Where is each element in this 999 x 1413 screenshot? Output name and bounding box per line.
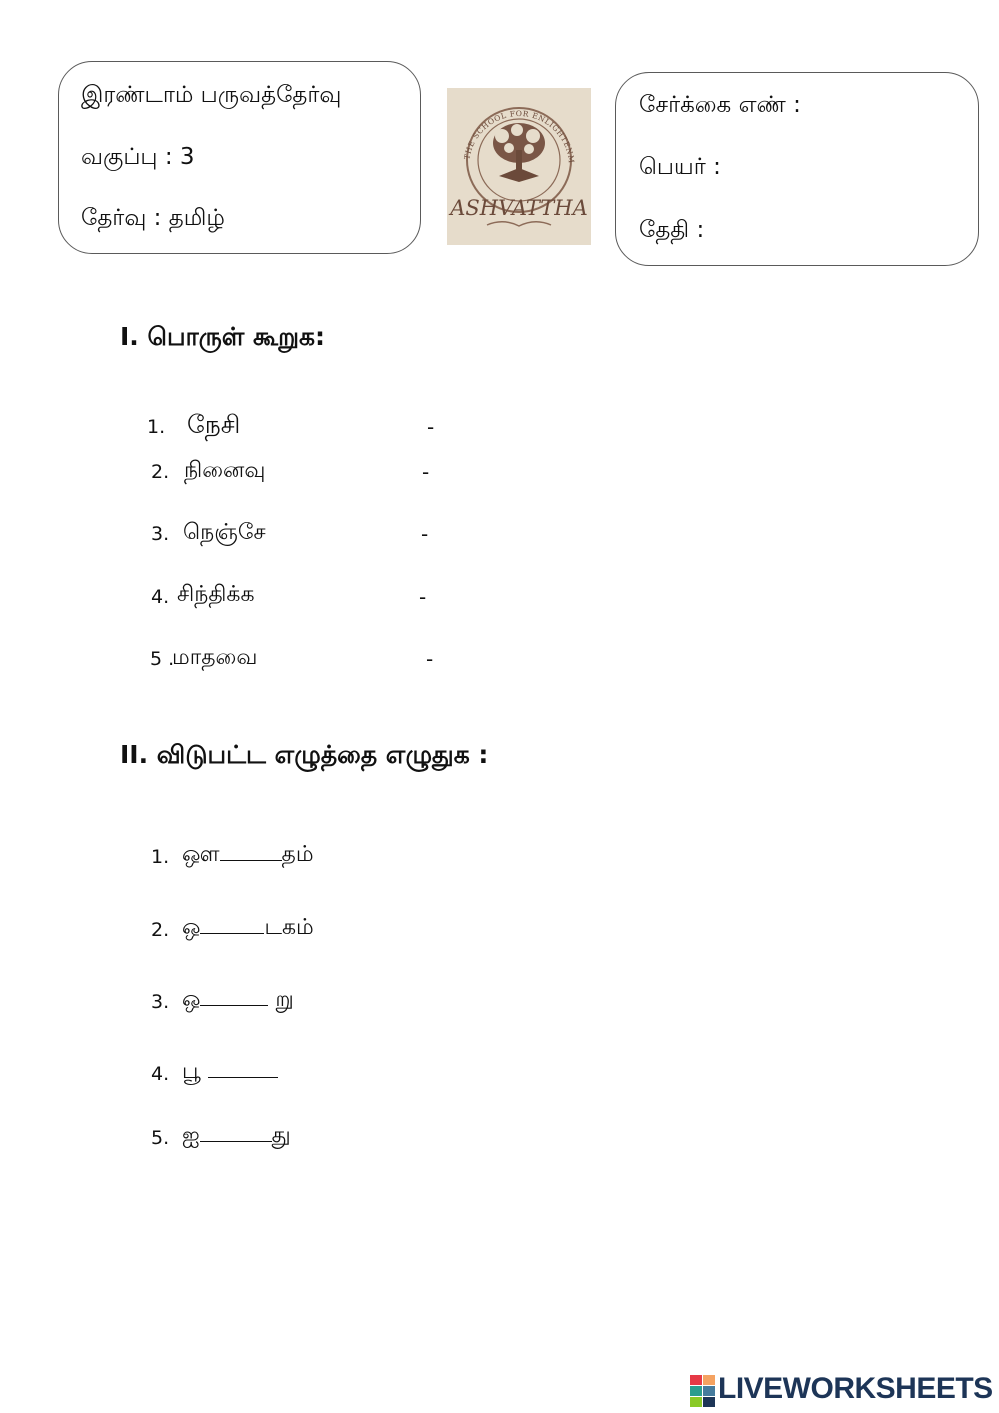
section2-title: II. விடுபட்ட எழுத்தை எழுதுக : xyxy=(120,740,489,769)
item-prefix: பூ xyxy=(182,1059,208,1084)
fill-blank-item xyxy=(182,842,314,870)
item-number: 3. xyxy=(151,991,170,1013)
blank-line xyxy=(208,1059,278,1078)
fill-blank-item xyxy=(182,1059,278,1087)
item-number: 5 . xyxy=(150,648,175,670)
item-prefix: ஒ xyxy=(182,915,201,940)
subject-label: தேர்வு : தமிழ் xyxy=(81,205,225,231)
fill-blank-item xyxy=(182,915,314,943)
flourish-icon xyxy=(487,222,551,226)
item-word: நேசி xyxy=(187,410,241,439)
blank-line xyxy=(220,842,282,861)
school-logo xyxy=(447,88,591,245)
logo-arc-text: THE SCHOOL FOR ENLIGHTENM xyxy=(462,108,577,164)
class-label: வகுப்பு : 3 xyxy=(81,144,195,170)
item-dash: - xyxy=(421,522,429,546)
logo-name: ASHVATTHA xyxy=(450,196,588,220)
item-dash: - xyxy=(427,415,435,439)
name-label: பெயர் : xyxy=(639,154,721,180)
item-number: 4. xyxy=(151,1063,170,1085)
item-number: 1. xyxy=(151,846,170,868)
fill-blank-item xyxy=(182,1123,291,1151)
item-number: 2. xyxy=(151,461,170,483)
item-prefix: ஒ xyxy=(182,987,201,1012)
blank-line xyxy=(200,915,264,934)
item-word: சிந்திக்க xyxy=(177,582,255,607)
item-word: மாதவை xyxy=(172,645,258,670)
item-number: 4. xyxy=(151,586,170,608)
item-suffix: தம் xyxy=(281,842,314,867)
brand-text: LIVEWORKSHEETS xyxy=(718,1372,993,1405)
item-number: 5. xyxy=(151,1127,170,1149)
fill-blank-item xyxy=(182,987,294,1015)
item-number: 1. xyxy=(147,416,166,438)
date-label: தேதி : xyxy=(639,217,705,243)
blank-line xyxy=(200,1123,272,1142)
admission-number-label: சேர்க்கை எண் : xyxy=(639,92,801,118)
exam-term-label: இரண்டாம் பருவத்தேர்வு xyxy=(81,82,342,108)
item-suffix: டகம் xyxy=(264,915,314,940)
item-word: நெஞ்சே xyxy=(183,520,266,545)
item-prefix: ஐ xyxy=(182,1123,200,1148)
item-suffix: று xyxy=(268,987,294,1012)
item-dash: - xyxy=(426,647,434,671)
blank-line xyxy=(200,987,268,1006)
item-prefix: ஔ xyxy=(182,842,220,867)
liveworksheets-logo-icon xyxy=(690,1375,716,1409)
student-info-box xyxy=(615,72,979,266)
item-dash: - xyxy=(419,585,427,609)
item-number: 2. xyxy=(151,919,170,941)
tree-icon xyxy=(493,123,545,182)
item-word: நினைவு xyxy=(184,458,266,483)
section1-title: I. பொருள் கூறுக: xyxy=(120,322,326,351)
item-number: 3. xyxy=(151,523,170,545)
exam-info-box xyxy=(58,61,421,254)
item-suffix: து xyxy=(271,1123,291,1148)
item-dash: - xyxy=(422,460,430,484)
